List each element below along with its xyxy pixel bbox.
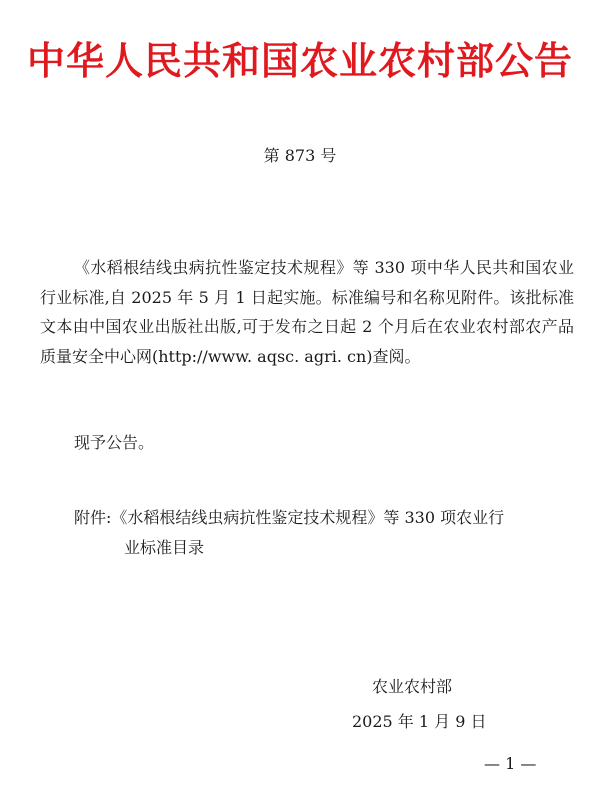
- attachment-line-1: 附件:《水稻根结线虫病抗性鉴定技术规程》等 330 项农业行: [74, 508, 505, 527]
- notice-text: 现予公告。: [74, 433, 155, 452]
- attachment-block: [74, 503, 574, 562]
- document-number: 第 873 号: [263, 146, 337, 165]
- announcement-title: 中华人民共和国农业农村部公告: [26, 38, 573, 83]
- issuing-authority: 农业农村部: [372, 677, 453, 696]
- issue-date: 2025 年 1 月 9 日: [352, 712, 487, 731]
- attachment-line-2: 业标准目录: [124, 537, 205, 557]
- main-paragraph: 《水稻根结线虫病抗性鉴定技术规程》等 330 项中华人民共和国农业行业标准,自 2025 年 5 月 1 日起实施。标准编号和名称见附件。该批标准文本由中国农业出版社出版,可于发布之日起 2 个月后在农业农村部农产品质量安全中心网(http://www. aqsc. agri. cn)查阅。: [40, 258, 574, 366]
- page-number: — 1 —: [484, 754, 537, 773]
